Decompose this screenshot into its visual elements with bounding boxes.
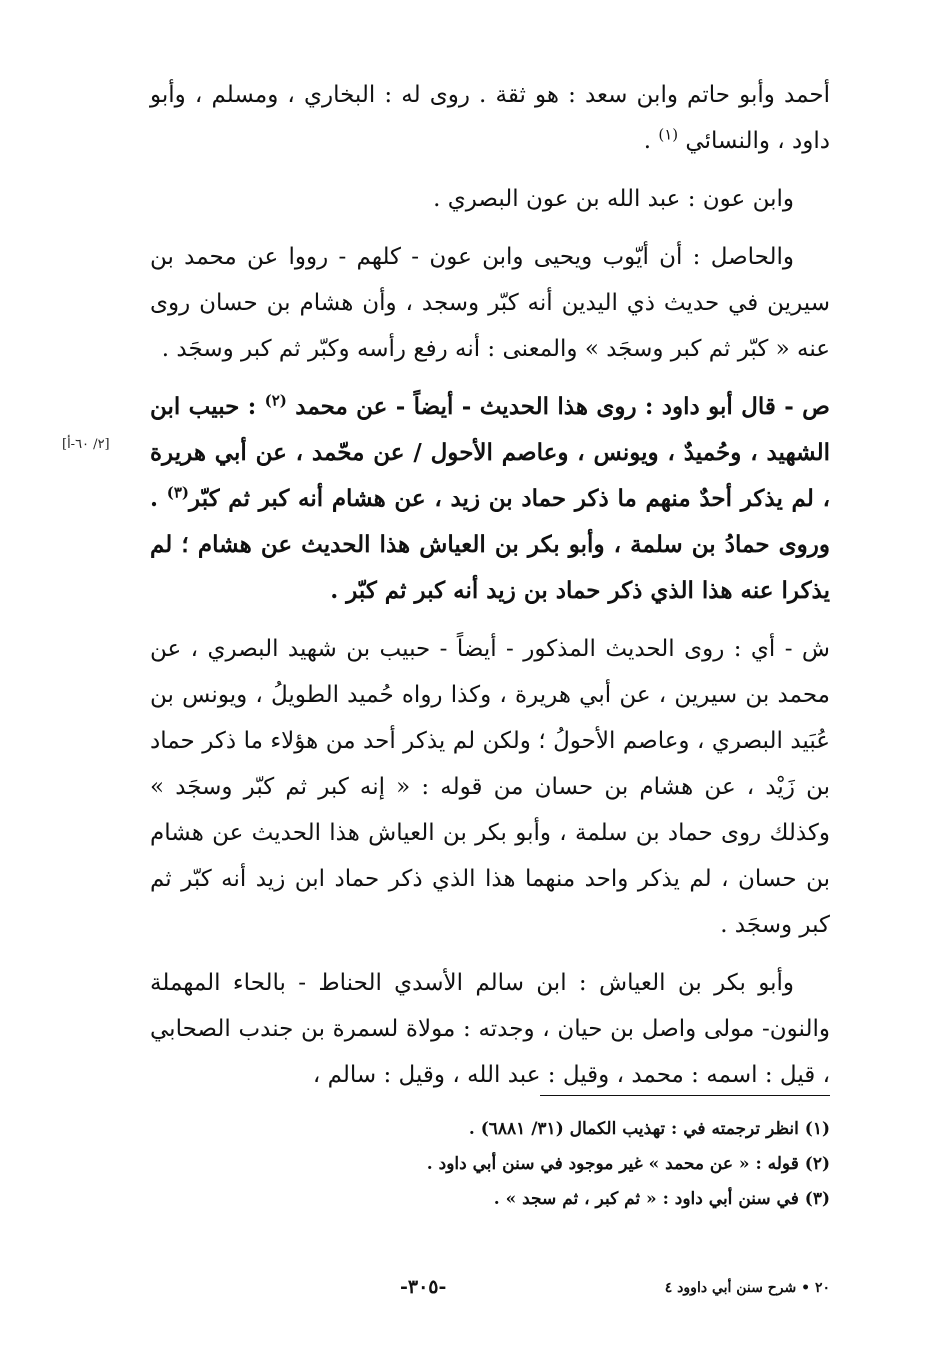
- paragraph-1-end: .: [643, 128, 659, 154]
- paragraph-5-commentary: ش - أي : روى الحديث المذكور - أيضاً - حبيب بن شهيد البصري ، عن محمد بن سيرين ، عن أبي هريرة ، وكذا رواه حُميد الطويلُ ، ويونس بن عُبَيد البصري ، وعاصم الأحولُ ؛ ولكن لم يذكر أحد من هؤلاء ما ذكر حماد بن زَيْد ، عن هشام بن حسان من قوله : « إنه كبر ثم كبّر وسجَد » وكذلك روى حماد بن سلمة ، وأبو بكر بن العياش هذا الحديث عن هشام بن حسان ، لم يذكر واحد منهما هذا الذي ذكر حماد ابن زيد أنه كبّر ثم كبر وسجَد .: [150, 636, 830, 938]
- footnote-3: (٣) في سنن أبي داود : « ثم كبر ، ثم سجد » .: [493, 1189, 830, 1209]
- paragraph-1: [150, 72, 830, 164]
- page-number: -٣٠٥-: [400, 1276, 447, 1298]
- footnote-divider: [540, 1095, 830, 1096]
- paragraph-6: وأبو بكر بن العياش : ابن سالم الأسدي الحناط - بالحاء المهملة والنون- مولى واصل بن حيان ، وجدته : مولاة لسمرة بن جندب الصحابي ، قيل : اسمه : محمد ، وقيل : عبد الله ، وقيل : سالم ،: [150, 970, 830, 1088]
- paragraph-2: وابن عون : عبد الله بن عون البصري .: [433, 186, 794, 212]
- paragraph-4-part-c: . وروى حمادُ بن سلمة ، وأبو بكر بن العياش هذا الحديث عن هشام ؛ لم يذكرا عنه هذا الذي ذكر حماد بن زيد أنه كبر ثم كبّر .: [150, 485, 830, 604]
- footnote-ref-3: (٣): [166, 483, 189, 502]
- footnote-2: (٢) قوله : « عن محمد » غير موجود في سنن أبي داود .: [426, 1154, 830, 1174]
- manuscript-margin-note: [٢/ ٦٠-أ]: [62, 437, 110, 452]
- footnote-1: (١) انظر ترجمته في : تهذيب الكمال (٣١/ ٦٨٨١) .: [468, 1119, 830, 1139]
- footnotes: [150, 1112, 830, 1217]
- main-text: [150, 72, 830, 1110]
- paragraph-4-part-b: : حبيب ابن الشهيد ، وحُميدٌ ، ويونس ، وعاصم الأحول / عن محّمد ، عن أبي هريرة ، لم يذكر أحدٌ منهم ما ذكر حماد بن زيد ، عن هشام أنه كبر ثم كبّر: [150, 393, 831, 512]
- paragraph-4-part-a: ص - قال أبو داود : روى هذا الحديث - أيضاً - عن محمد: [295, 393, 830, 420]
- paragraph-4-hadith: [150, 384, 830, 614]
- running-title: ٢٠ • شرح سنن أبي داوود ٤: [664, 1280, 830, 1296]
- paragraph-3: والحاصل : أن أيّوب ويحيى وابن عون - كلهم - رووا عن محمد بن سيرين في حديث ذي اليدين أنه كبّر وسجد ، وأن هشام بن حسان روى عنه « كبّر ثم كبر وسجَد » والمعنى : أنه رفع رأسه وكبّر ثم كبر وسجَد .: [150, 244, 830, 362]
- footnote-ref-1: (١): [658, 125, 679, 144]
- paragraph-1-text: أحمد وأبو حاتم وابن سعد : هو ثقة . روى له : البخاري ، ومسلم ، وأبو داود ، والنسائي: [150, 82, 830, 154]
- page-footer: [150, 1276, 830, 1310]
- footnote-ref-2: (٢): [264, 391, 287, 410]
